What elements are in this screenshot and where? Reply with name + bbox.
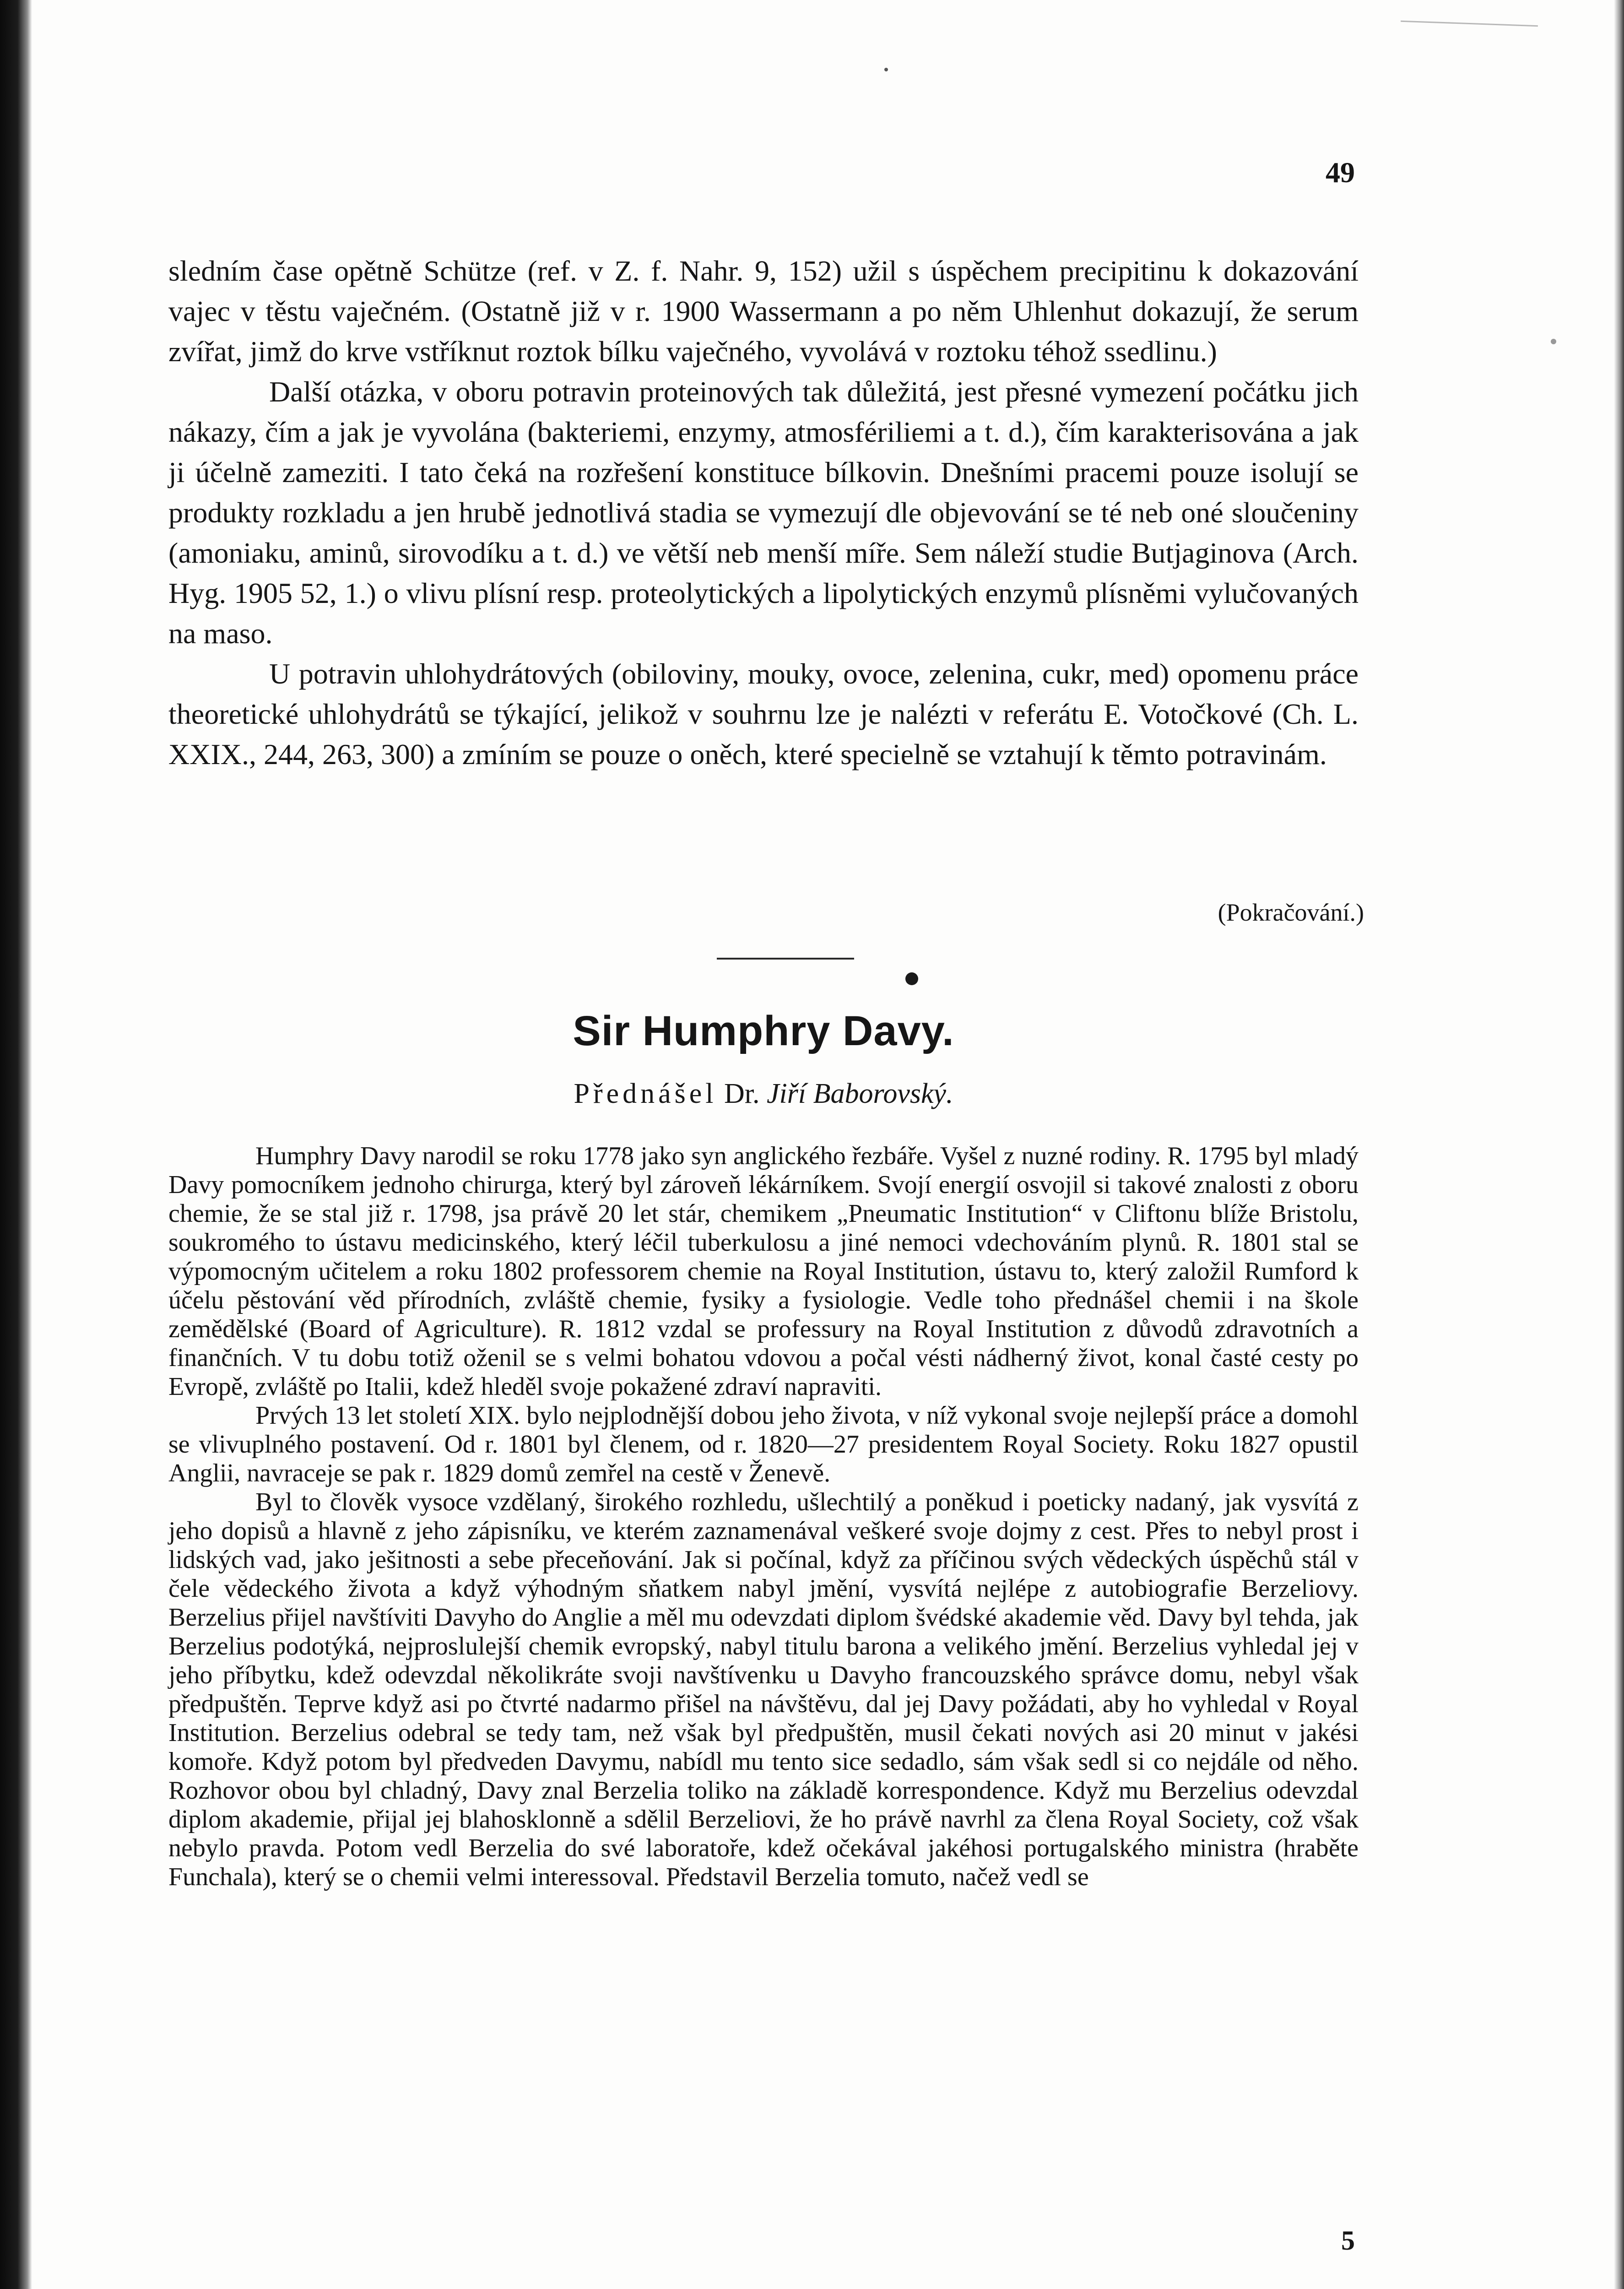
paragraph: Byl to člověk vysoce vzdělaný, širokého rozhledu, ušlechtilý a poněkud i poeticky nadaný, jak vysvítá z jeho dopisů a hlavně z jeho zápisníku, ve kterém zaznamenával veškeré svoje dojmy z cest. Přes to nebyl prost i lidských vad, jako ješitnosti a sebe přeceňování. Jak si počínal, když za příčinou svých vědeckých úspěchů stál v čele vědeckého života a když výhodným sňatkem nabyl jmění, vysvítá nejlépe z autobiografie Berzeliovy. Berzelius přijel navštíviti Davyho do Anglie a měl mu odevzdati diplom švédské akademie věd. Davy byl tehda, jak Berzelius podotýká, nejproslulejší chemik evropský, nabyl titulu barona a velikého jmění. Berzelius vyhledal jej v jeho příbytku, kdež odevzdal několikráte svoji navštívenku u Davyho francouzského správce domu, nebyl však předpuštěn. Teprve když asi po čtvrté nadarmo přišel na návštěvu, dal jej Davy požádati, aby ho vyhledal v Royal Institution. Berzelius odebral se tedy tam, než však byl předpuštěn, musil čekati nových asi 20 minut v jakési komoře. Když potom byl předveden Davymu, nabídl mu tento sice sedadlo, sám však sedl si co nejdále od něho. Rozhovor obou byl chladný, Davy znal Berzelia toliko na základě korrespondence. Když mu Berzelius odevzdal diplom akademie, přijal jej blahosklonně a sdělil Berzeliovi, že ho právě navrhl za člena Royal Society, což však nebylo pravda. Potom vedl Berzelia do své laboratoře, kdež očekával jakéhosi portugalského ministra (hraběte Funchala), který se o chemii velmi interessoval. Představil Berzelia tomuto, načež vedl se (168, 1488, 1359, 1891)
paragraph: Další otázka, v oboru potravin proteinových tak důležitá, jest přesné vymezení počátku jich nákazy, čím a jak je vyvolána (bakteriemi, enzymy, atmosfériliemi a t. d.), čím karakterisována a jak ji účelně zameziti. I tato čeká na rozřešení konstituce bílkovin. Dnešními pracemi pouze isolují se produkty rozkladu a jen hrubě jednotlivá stadia se vymezují dle objevování se té neb oné sloučeniny (amoniaku, aminů, sirovodíku a t. d.) ve větší neb menší míře. Sem náleží studie Butjaginova (Arch. Hyg. 1905 52, 1.) o vlivu plísní resp. proteolytických a lipolytických enzymů plísněmi vylučovaných na maso. (168, 375, 1359, 650)
byline (168, 1078, 1359, 1110)
byline-prefix: Přednášel (574, 1078, 717, 1109)
byline-author: Jiří Baborovský. (767, 1078, 953, 1109)
paragraph: U potravin uhlohydrátových (obiloviny, mouky, ovoce, zelenina, cukr, med) opomenu práce theoretické uhlohydrátů se týkající, jelikož v souhrnu lze je nalézti v referátu E. Votočkové (Ch. L. XXIX., 244, 263, 300) a zmíním se pouze o oněch, které specielně se vztahují k těmto potravinám. (168, 657, 1359, 770)
scan-speck (1551, 339, 1556, 344)
scan-speck (884, 68, 888, 71)
page-edge-right (1614, 0, 1624, 2289)
previous-article-ending (168, 251, 1359, 775)
page-number: 49 (1326, 156, 1355, 189)
byline-title: Dr. (724, 1078, 760, 1109)
paragraph: sledním čase opětně Schütze (ref. v Z. f. Nahr. 9, 152) užil s úspěchem precipitinu k dokazování vajec v těstu vaječném. (Ostatně již v r. 1900 Wassermann a po něm Uhlenhut dokazují, že serum zvířat, jimž do krve vstříknut roztok bílku vaječného, vyvolává v roztoku téhož ssedlinu.) (168, 255, 1359, 368)
paragraph: Humphry Davy narodil se roku 1778 jako syn anglického řezbáře. Vyšel z nuzné rodiny. R. 1795 byl mladý Davy pomocníkem jednoho chirurga, který byl zároveň lékárníkem. Svojí energií osvojil si takové znalosti z oboru chemie, že se stal již r. 1798, jsa právě 20 let stár, chemikem „Pneumatic Institution“ v Cliftonu blíže Bristolu, soukromého to ústavu medicinského, který léčil tuberkulosu a jiné nemoci vdechováním plynů. R. 1801 stal se výpomocným učitelem a roku 1802 professorem chemie na Royal Institution, ústavu to, který založil Rumford k účelu pěstování věd přírodních, zvláště chemie, fysiky a fysiologie. Vedle toho přednášel chemii i na škole zemědělské (Board of Agriculture). R. 1812 vzdal se professury na Royal Institution z důvodů zdravotních a finančních. V tu dobu totiž oženil se s velmi bohatou vdovou a počal vésti nádherný život, konal časté cesty po Evropě, zvláště po Italii, kdež hleděl svoje pokažené zdraví napraviti. (168, 1142, 1359, 1401)
section-divider (717, 958, 854, 960)
scan-scratch (1401, 21, 1538, 27)
book-spine-shadow (0, 0, 32, 2289)
paragraph: Prvých 13 let století XIX. bylo nejplodnější dobou jeho života, v níž vykonal svoje nejlepší práce a domohl se vlivuplného postavení. Od r. 1801 byl členem, od r. 1820—27 presidentem Royal Society. Roku 1827 opustil Anglii, navraceje se pak r. 1829 domů zemřel na cestě v Ženevě. (168, 1401, 1359, 1487)
bullet-ornament (905, 972, 918, 985)
article-body (168, 1142, 1359, 1892)
continuation-note: (Pokračování.) (1218, 899, 1364, 926)
signature-mark: 5 (1341, 2225, 1355, 2256)
article-title: Sir Humphry Davy. (573, 1008, 954, 1054)
